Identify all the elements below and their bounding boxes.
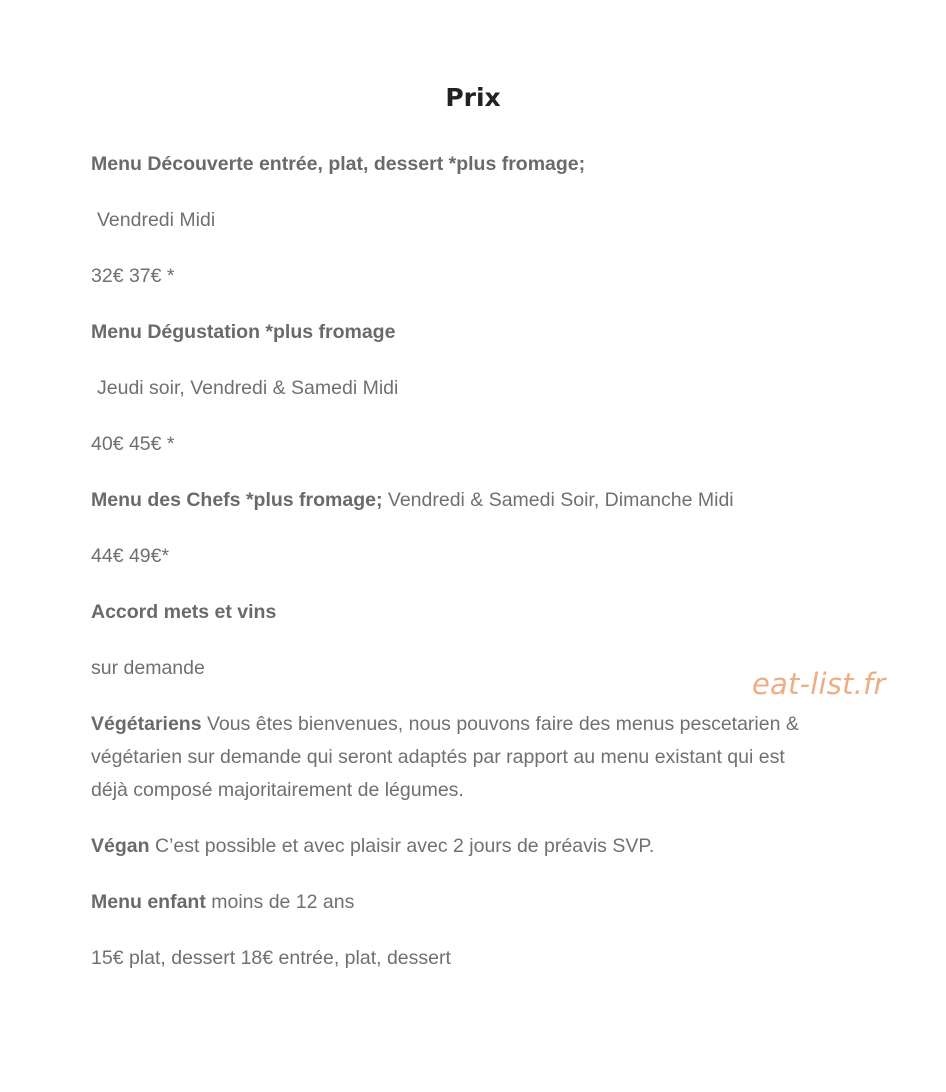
menu-decouverte-title: Menu Découverte entrée, plat, dessert *plus fromage; <box>91 153 586 175</box>
menu-chefs-paragraph <box>91 484 806 517</box>
watermark-text: eat-list.fr <box>752 667 886 701</box>
vegan-title: Végan <box>91 835 150 857</box>
vegetariens-text: Vous êtes bienvenues, nous pouvons faire des menus pescetarien & végétarien sur demande qui seront adaptés par rapport au menu existant qui est déjà composé majoritairement de légumes. <box>91 713 799 801</box>
menu-degustation-title: Menu Dégustation *plus fromage <box>91 321 396 343</box>
menu-decouverte-days: Vendredi Midi <box>97 209 216 231</box>
menu-enfant-price: 15€ plat, dessert 18€ entrée, plat, dessert <box>91 947 451 969</box>
menu-degustation-heading <box>91 316 806 349</box>
vegetariens-title: Végétariens <box>91 713 202 735</box>
menu-chefs-price: 44€ 49€* <box>91 545 170 567</box>
vegetariens-paragraph <box>91 708 806 807</box>
vegan-paragraph <box>91 830 806 863</box>
accord-heading <box>91 596 806 629</box>
page-title: Prix <box>445 83 501 112</box>
menu-decouverte-heading <box>91 148 806 181</box>
accord-text: sur demande <box>91 657 205 679</box>
menu-chefs-title: Menu des Chefs *plus fromage; <box>91 489 383 511</box>
menu-enfant-text: moins de 12 ans <box>205 891 355 913</box>
accord-title: Accord mets et vins <box>91 601 277 623</box>
vegan-text: C’est possible et avec plaisir avec 2 jours de préavis SVP. <box>149 835 655 857</box>
menu-decouverte-price: 32€ 37€ * <box>91 265 175 287</box>
menu-degustation-price: 40€ 45€ * <box>91 433 175 455</box>
menu-enfant-title: Menu enfant <box>91 891 206 913</box>
menu-enfant-paragraph <box>91 886 806 919</box>
menu-degustation-days: Jeudi soir, Vendredi & Samedi Midi <box>97 377 399 399</box>
menu-chefs-days: Vendredi & Samedi Soir, Dimanche Midi <box>382 489 734 511</box>
price-list <box>91 148 806 998</box>
